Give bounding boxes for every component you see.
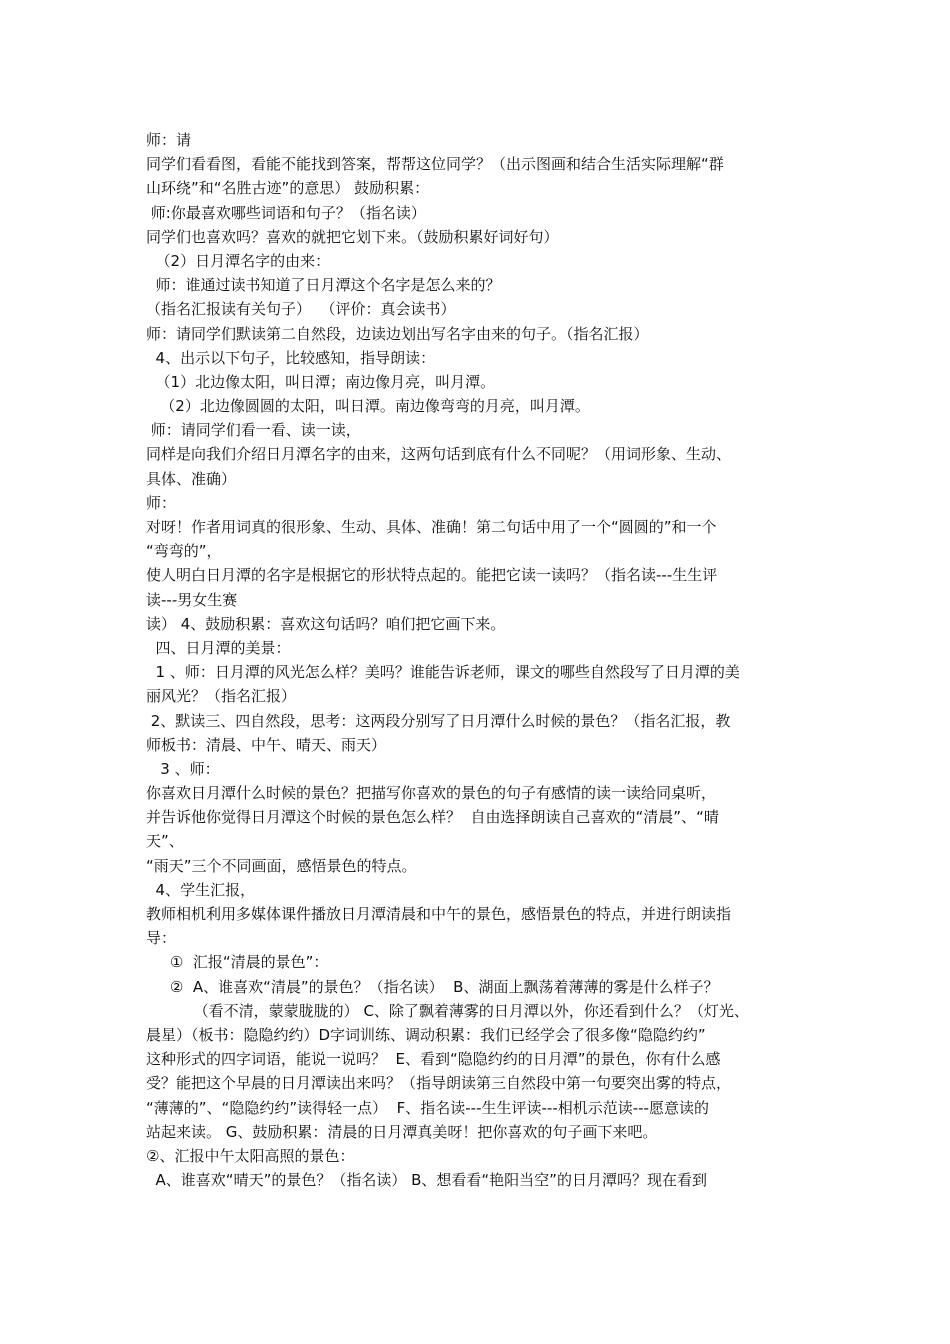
text-line: “弯弯的”， bbox=[146, 542, 222, 561]
text-line: 2、默读三、四自然段，思考：这两段分别写了日月潭什么时候的景色？（指名汇报，教 bbox=[146, 711, 731, 730]
text-line: 使人明白日月潭的名字是根据它的形状特点起的。能把它读一读吗？（指名读---生生评 bbox=[146, 566, 718, 585]
text-line: 4、出示以下句子，比较感知，指导朗读： bbox=[146, 348, 436, 367]
text-line: 师： bbox=[146, 493, 177, 512]
text-line: ② A、谁喜欢“清晨”的景色？（指名读） B、湖面上飘荡着薄薄的雾是什么样子？ bbox=[146, 977, 719, 996]
text-line: 同学们看看图，看能不能找到答案，帮帮这位同学？（出示图画和结合生活实际理解“群 bbox=[146, 155, 724, 174]
text-line: 具体、准确） bbox=[146, 469, 237, 488]
text-line: “薄薄的”、“隐隐约约”读得轻一点） F、指名读---生生评读---相机示范读---愿意读的 bbox=[146, 1098, 709, 1117]
text-line: 师:你最喜欢哪些词语和句子？（指名读） bbox=[146, 203, 426, 222]
text-line: 站起来读。 G、鼓励积累：清晨的日月潭真美呀！把你喜欢的句子画下来吧。 bbox=[146, 1122, 658, 1141]
text-line: （看不清，蒙蒙胧胧的） C、除了飘着薄雾的日月潭以外，你还看到什么？（灯光、 bbox=[146, 1001, 749, 1020]
text-line: “雨天”三个不同画面，感悟景色的特点。 bbox=[146, 856, 417, 875]
text-line: ① 汇报“清晨的景色”： bbox=[146, 953, 329, 972]
text-line: 4、学生汇报， bbox=[146, 880, 256, 899]
text-line: 四、日月潭的美景： bbox=[146, 638, 291, 657]
text-line: 山环绕”和“名胜古迹”的意思） 鼓励积累： bbox=[146, 179, 430, 198]
text-line: ②、汇报中午太阳高照的景色： bbox=[146, 1146, 355, 1165]
text-line: 并告诉他你觉得日月潭这个时候的景色怎么样？ 自由选择朗读自己喜欢的“清晨”、“晴 bbox=[146, 808, 719, 827]
text-line: （2）北边像圆圆的太阳，叫日潭。南边像弯弯的月亮，叫月潭。 bbox=[146, 397, 590, 416]
text-line: 你喜欢日月潭什么时候的景色？把描写你喜欢的景色的句子有感情的读一读给同桌听， bbox=[146, 784, 717, 803]
text-line: 师：谁通过读书知道了日月潭这个名字是怎么来的？ bbox=[146, 276, 501, 295]
text-line: 读） 4、鼓励积累：喜欢这句话吗？咱们把它画下来。 bbox=[146, 614, 506, 633]
text-line: 3 、师： bbox=[146, 759, 220, 778]
text-line: 对呀！作者用词真的很形象、生动、具体、准确！第二句话中用了一个“圆圆的”和一个 bbox=[146, 518, 717, 536]
text-line: 读---男女生赛 bbox=[146, 590, 238, 609]
text-line: 1 、师：日月潭的风光怎么样？美吗？谁能告诉老师，课文的哪些自然段写了日月潭的美 bbox=[146, 663, 740, 682]
text-line: 天”、 bbox=[146, 832, 184, 851]
text-line: 同学们也喜欢吗？喜欢的就把它划下来。（鼓励积累好词好句） bbox=[146, 227, 559, 246]
text-line: （1）北边像太阳，叫日潭；南边像月亮，叫月潭。 bbox=[146, 372, 496, 391]
text-line: （2）日月潭名字的由来： bbox=[146, 251, 331, 270]
text-line: 教师相机利用多媒体课件播放日月潭清晨和中午的景色，感悟景色的特点，并进行朗读指 bbox=[146, 905, 732, 923]
text-line: 受？能把这个早晨的日月潭读出来吗？（指导朗读第三自然段中第一句要突出雾的特点， bbox=[146, 1074, 732, 1093]
text-line: 师：请同学们默读第二自然段，边读边划出写名字由来的句子。（指名汇报） bbox=[146, 324, 649, 343]
text-line: 这种形式的四字词语，能说一说吗？ E、看到“隐隐约约的日月潭”的景色，你有什么感 bbox=[146, 1050, 721, 1069]
text-line: A、谁喜欢“晴天”的景色？（指名读） B、想看看“艳阳当空”的日月潭吗？现在看到 bbox=[146, 1171, 707, 1190]
text-line: 同样是向我们介绍日月潭名字的由来，这两句话到底有什么不同呢？（用词形象、生动、 bbox=[146, 445, 732, 464]
text-line: 师板书：清晨、中午、晴天、雨天） bbox=[146, 735, 387, 754]
text-line: 导： bbox=[146, 929, 177, 948]
text-line: 丽风光？（指名汇报） bbox=[146, 687, 297, 706]
text-line: 晨星）（板书：隐隐约约）D字词训练、调动积累：我们已经学会了很多像“隐隐约约” bbox=[146, 1025, 706, 1044]
text-line: （指名汇报读有关句子） （评价：真会读书） bbox=[146, 300, 456, 319]
text-line: 师：请同学们看一看、读一读， bbox=[146, 421, 361, 440]
lesson-plan-text bbox=[146, 128, 818, 1192]
text-line: 师：请 bbox=[146, 131, 192, 149]
